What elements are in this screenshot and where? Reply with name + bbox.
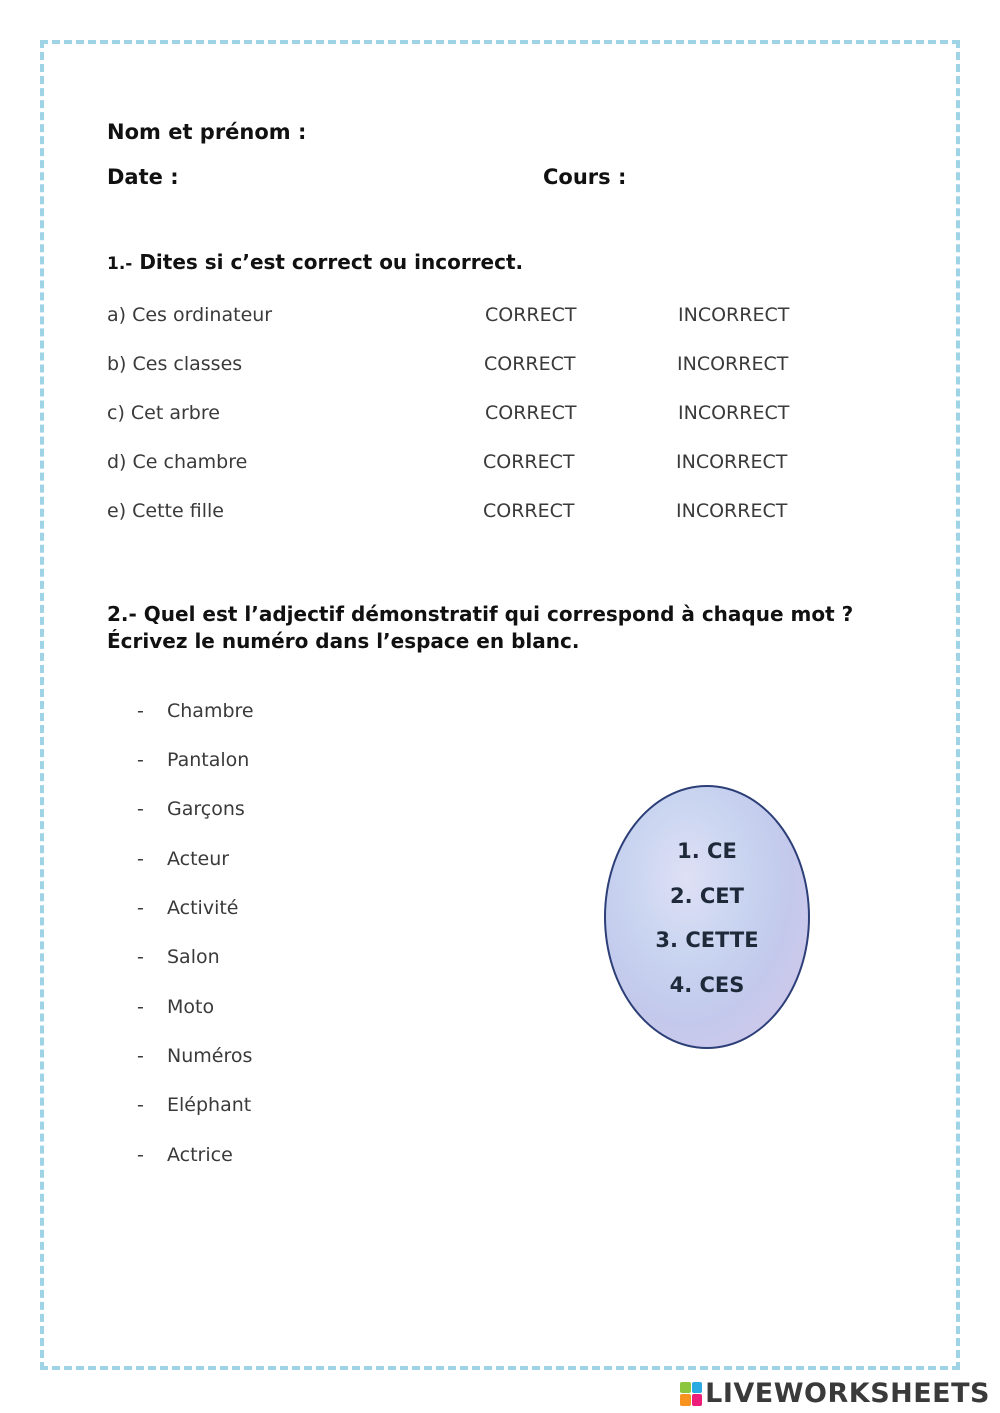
exercise1-title-text: Dites si c’est correct ou incorrect.	[139, 250, 524, 274]
phrase-a: a) Ces ordinateur	[107, 304, 273, 326]
phrase-e: e) Cette fille	[107, 500, 224, 522]
word-item: Chambre	[167, 700, 254, 722]
word-item: Garçons	[167, 798, 245, 820]
incorrect-option-c[interactable]: INCORRECT	[678, 402, 790, 424]
liveworksheets-logo[interactable]	[680, 1378, 990, 1409]
word-item: Acteur	[167, 848, 230, 870]
correct-option-d[interactable]: CORRECT	[483, 451, 575, 473]
answer-key-ellipse	[604, 785, 810, 1049]
incorrect-option-d[interactable]: INCORRECT	[676, 451, 788, 473]
incorrect-option-b[interactable]: INCORRECT	[677, 353, 789, 375]
key-item: 2. CET	[670, 883, 744, 908]
correct-option-a[interactable]: CORRECT	[485, 304, 577, 326]
key-item: 4. CES	[669, 972, 745, 997]
key-item: 1. CE	[677, 839, 737, 863]
exercise1-title	[107, 250, 523, 274]
exercise2-title-line2: Écrivez le numéro dans l’espace en blanc.	[107, 629, 580, 653]
incorrect-option-e[interactable]: INCORRECT	[676, 500, 788, 522]
key-item: 3. CETTE	[655, 928, 759, 952]
word-item: Activité	[167, 897, 239, 919]
exercise1-number: 1.-	[107, 254, 133, 274]
list-bullet: -	[137, 996, 144, 1018]
date-label: Date :	[107, 165, 179, 189]
incorrect-option-a[interactable]: INCORRECT	[678, 304, 790, 326]
phrase-c: c) Cet arbre	[107, 402, 220, 424]
list-bullet: -	[137, 700, 144, 722]
correct-option-c[interactable]: CORRECT	[485, 402, 577, 424]
phrase-d: d) Ce chambre	[107, 451, 248, 473]
word-item: Salon	[167, 946, 220, 968]
list-bullet: -	[137, 798, 144, 820]
name-label: Nom et prénom :	[107, 120, 307, 144]
word-item: Eléphant	[167, 1094, 252, 1116]
phrase-b: b) Ces classes	[107, 353, 243, 375]
list-bullet: -	[137, 1045, 144, 1067]
correct-option-e[interactable]: CORRECT	[483, 500, 575, 522]
word-item: Moto	[167, 996, 215, 1018]
liveworksheets-logo-icon	[680, 1382, 702, 1406]
list-bullet: -	[137, 1094, 144, 1116]
list-bullet: -	[137, 848, 144, 870]
list-bullet: -	[137, 1144, 144, 1166]
list-bullet: -	[137, 897, 144, 919]
list-bullet: -	[137, 749, 144, 771]
correct-option-b[interactable]: CORRECT	[484, 353, 576, 375]
list-bullet: -	[137, 946, 144, 968]
brand-name: LIVEWORKSHEETS	[705, 1378, 990, 1409]
word-item: Pantalon	[167, 749, 250, 771]
word-item: Numéros	[167, 1045, 253, 1067]
exercise2-title-line1: 2.- Quel est l’adjectif démonstratif qui correspond à chaque mot ?	[107, 602, 854, 626]
word-item: Actrice	[167, 1144, 233, 1166]
course-label: Cours :	[543, 165, 627, 189]
